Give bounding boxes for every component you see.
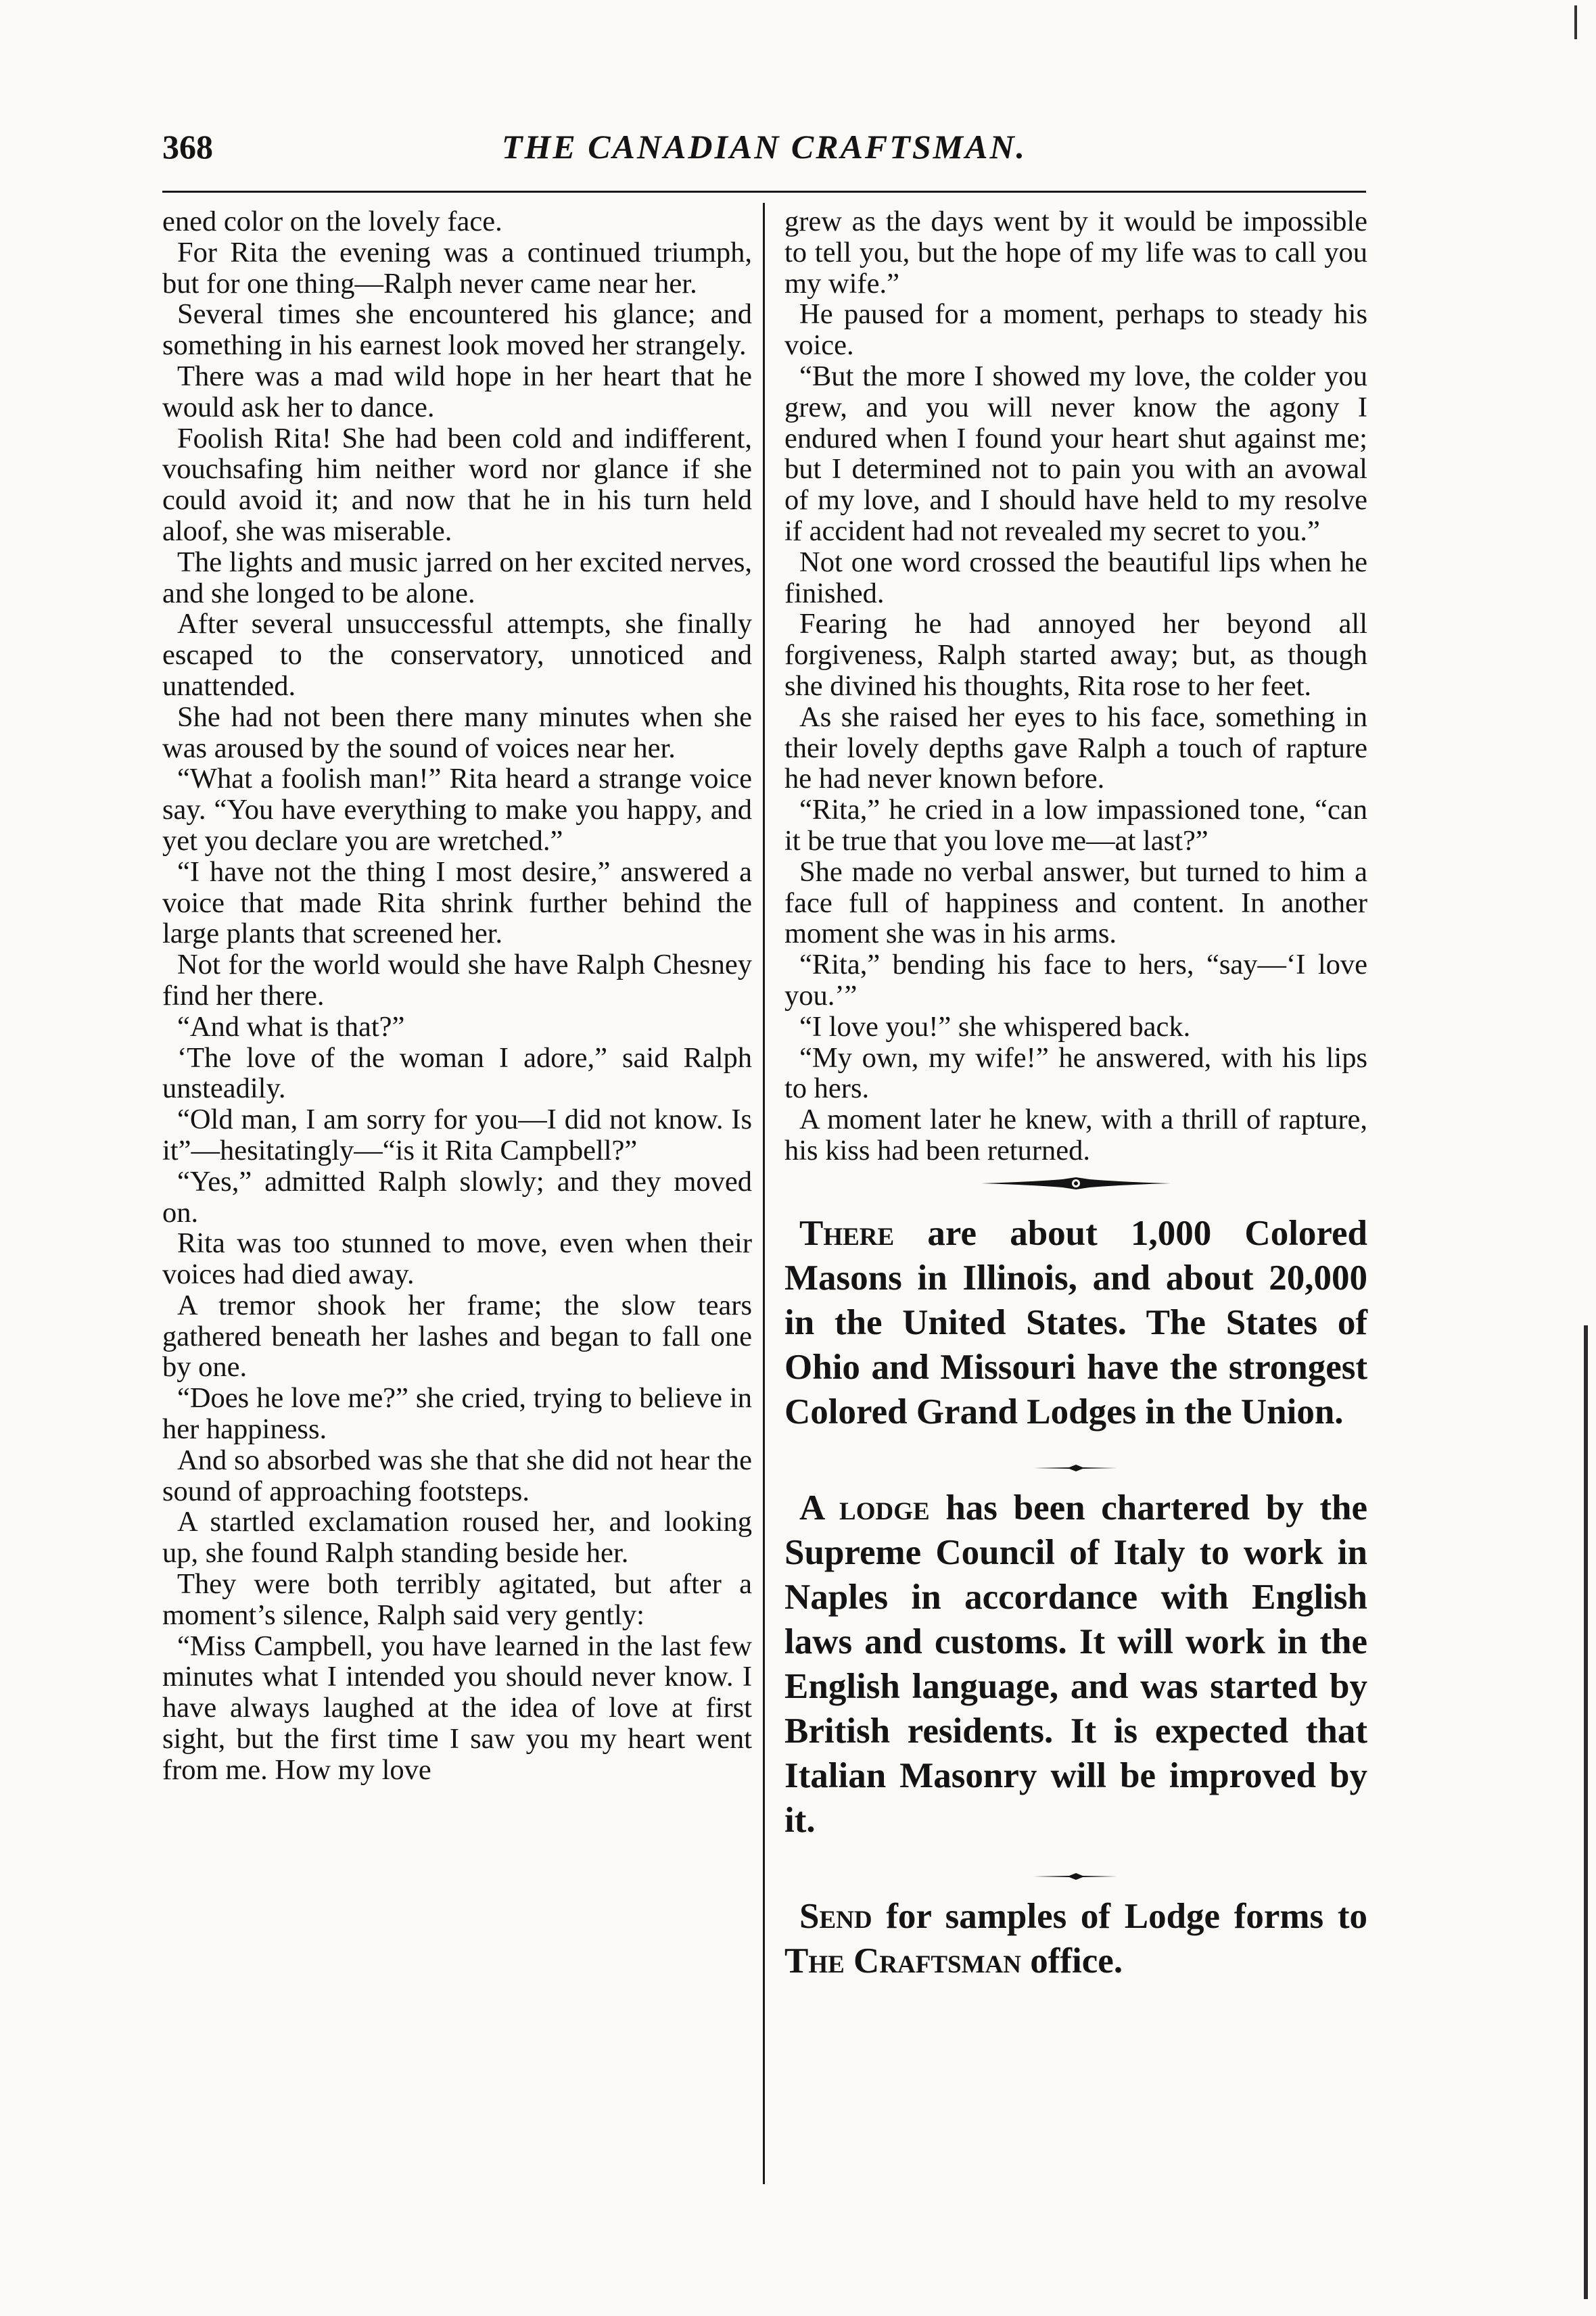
ornament-rule-icon xyxy=(975,1173,1177,1194)
paragraph: She made no verbal answer, but turned to him a face full of happiness and content. In another moment she was in his arms. xyxy=(784,855,1367,950)
page-header xyxy=(162,127,1366,181)
column-divider xyxy=(763,203,765,2184)
note-text: for samples of Lodge forms to xyxy=(872,1896,1367,1936)
page-number: 368 xyxy=(162,128,213,166)
left-column xyxy=(162,206,752,1786)
note-text: are about 1,000 Colored Masons in Illinois, and about 20,000 in the United States. The States of Ohio and Missouri have the strongest Colored Grand Lodges in the Union. xyxy=(784,1213,1367,1432)
paragraph: She had not been there many minutes when she was aroused by the sound of voices near her. xyxy=(162,701,752,764)
paragraph: They were both terribly agitated, but after a moment’s silence, Ralph said very gently: xyxy=(162,1568,752,1631)
note-lead-word: Send xyxy=(799,1896,872,1936)
paragraph: ened color on the lovely face. xyxy=(162,206,502,237)
divider-rule-icon xyxy=(1032,1871,1120,1882)
paragraph: And so absorbed was she that she did not hear the sound of approaching footsteps. xyxy=(162,1444,752,1507)
paragraph: grew as the days went by it would be impossible to tell you, but the hope of my life was to call you my wife.” xyxy=(784,206,1367,300)
paragraph: “My own, my wife!” he answered, with his lips to hers. xyxy=(784,1041,1367,1105)
paragraph: A startled exclamation roused her, and looking up, she found Ralph standing beside her. xyxy=(162,1506,752,1569)
paragraph: He paused for a moment, perhaps to steady his voice. xyxy=(784,298,1367,362)
paragraph: Not one word crossed the beautiful lips when he finished. xyxy=(784,546,1367,609)
short-rule xyxy=(784,1449,1367,1469)
paragraph: A moment later he knew, with a thrill of rapture, his kiss had been returned. xyxy=(784,1104,1367,1166)
paragraph: “Old man, I am sorry for you—I did not know. Is it”—hesitatingly—“is it Rita Campbell?” xyxy=(162,1104,752,1166)
note-lead-word: There xyxy=(799,1213,895,1253)
paragraph: Foolish Rita! She had been cold and indifferent, vouchsafing him neither word nor glance if she could avoid it; and now that he in his turn held aloof, she was miserable. xyxy=(162,422,752,547)
running-head-title: THE CANADIAN CRAFTSMAN. xyxy=(501,128,1027,166)
paragraph: ‘The love of the woman I adore,” said Ralph unsteadily. xyxy=(162,1041,752,1105)
paragraph: “I love you!” she whispered back. xyxy=(799,1010,1191,1043)
paragraph: Not for the world would she have Ralph Chesney find her there. xyxy=(162,949,752,1012)
paragraph: The lights and music jarred on her excited nerves, and she longed to be alone. xyxy=(162,546,752,609)
note-italian-lodge xyxy=(784,1486,1367,1843)
paragraph: “But the more I showed my love, the colder you grew, and you will never know the agony I endured when I found your heart shut against me; but I determined not to pain you with an avowal of my love, and I should have held to my resolve if accident had not revealed my secret to you.” xyxy=(784,360,1367,547)
paragraph: “And what is that?” xyxy=(177,1010,405,1043)
paragraph: For Rita the evening was a continued triumph, but for one thing—Ralph never came near her. xyxy=(162,236,752,300)
paragraph: Fearing he had annoyed her beyond all forgiveness, Ralph started away; but, as though she divined his thoughts, Rita rose to her feet. xyxy=(784,608,1367,702)
paragraph: A tremor shook her frame; the slow tears gathered beneath her lashes and began to fall one by one. xyxy=(162,1289,752,1384)
note-colored-masons xyxy=(784,1211,1367,1434)
scan-edge-bar xyxy=(1584,1325,1588,2299)
paragraph: Rita was too stunned to move, even when their voices had died away. xyxy=(162,1227,752,1291)
paragraph: “I have not the thing I most desire,” answered a voice that made Rita shrink further behind the large plants that screened her. xyxy=(162,855,752,950)
paragraph: “Yes,” admitted Ralph slowly; and they moved on. xyxy=(162,1165,752,1229)
section-ornament xyxy=(784,1169,1367,1196)
divider-rule-icon xyxy=(1032,1463,1120,1473)
paragraph: As she raised her eyes to his face, something in their lovely depths gave Ralph a touch of rapture he had never known before. xyxy=(784,701,1367,795)
note-lead-word: A lodge xyxy=(799,1488,930,1528)
paragraph: Several times she encountered his glance; and something in his earnest look moved her strangely. xyxy=(162,298,752,362)
scan-edge-mark xyxy=(1574,5,1577,39)
note-text: has been chartered by the Supreme Council of Italy to work in Naples in accordance with English laws and customs. It will work in the English language, and was started by British residents. It is expected that Italian Masonry will be improved by it. xyxy=(784,1488,1367,1840)
right-column xyxy=(784,206,1367,1983)
notes-section xyxy=(784,1211,1367,1983)
header-rule xyxy=(162,191,1366,193)
paragraph: There was a mad wild hope in her heart that he would ask her to dance. xyxy=(162,360,752,423)
short-rule xyxy=(784,1858,1367,1878)
paragraph: “Does he love me?” she cried, trying to believe in her happiness. xyxy=(162,1382,752,1446)
craftsman-name: The Craftsman xyxy=(784,1941,1021,1981)
note-tail: office. xyxy=(1021,1941,1123,1981)
paragraph: “What a foolish man!” Rita heard a strange voice say. “You have everything to make you happy, and yet you declare you are wretched.” xyxy=(162,763,752,857)
paragraph: “Miss Campbell, you have learned in the last few minutes what I intended you should never know. I have always laughed at the idea of love at first sight, but the first time I saw you my heart went from me. How my love xyxy=(162,1630,752,1786)
paragraph: After several unsuccessful attempts, she finally escaped to the conservatory, unnoticed and unattended. xyxy=(162,608,752,702)
paragraph: “Rita,” bending his face to hers, “say—‘I love you.’” xyxy=(784,949,1367,1012)
note-lodge-forms xyxy=(784,1894,1367,1983)
paragraph: “Rita,” he cried in a low impassioned tone, “can it be true that you love me—at last?” xyxy=(784,794,1367,857)
